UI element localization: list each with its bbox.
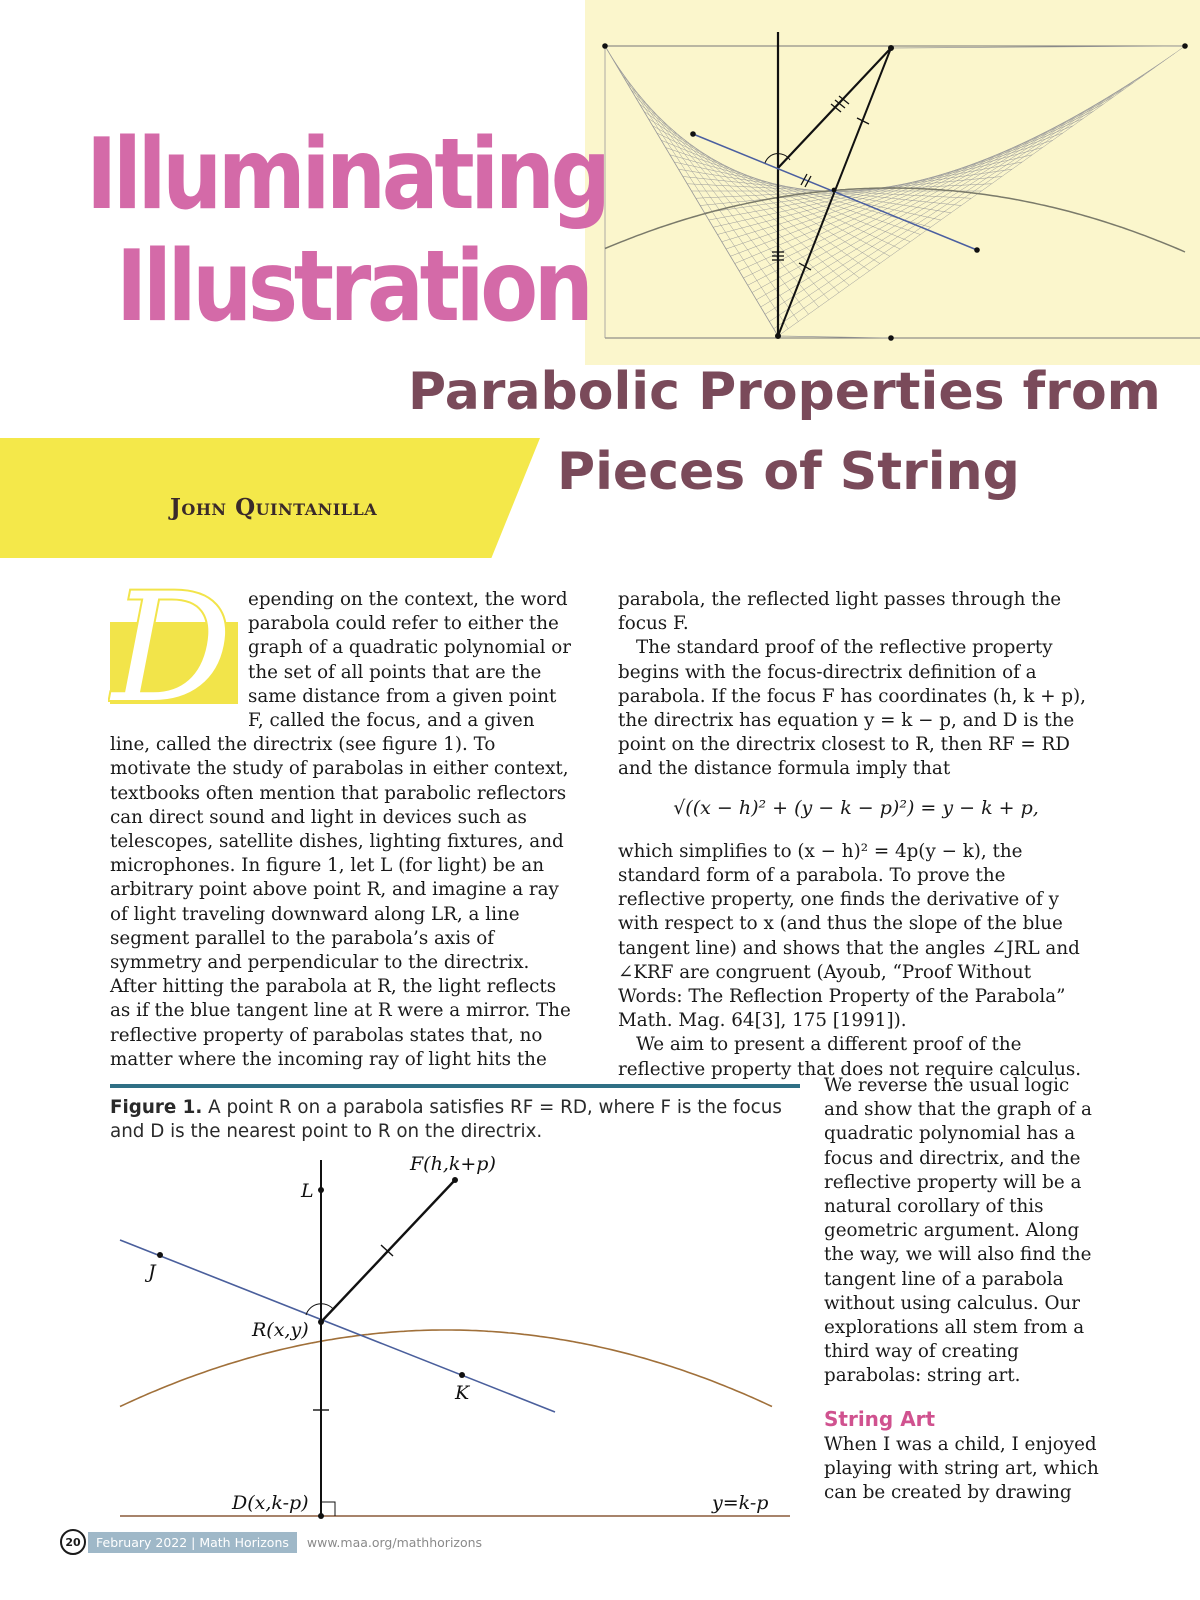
string-art-parabola-image	[585, 0, 1200, 365]
figure-caption	[110, 1096, 800, 1144]
label-f: F(h,k+p)	[410, 1153, 496, 1175]
right-paragraph-3: which simplifies to (x − h)² = 4p(y − k), the standard form of a parabola. To prove the reflective property, one finds the derivative of y with respect to x (and thus the slope of the blue tangent line) and shows that the angles ∠JRL and ∠KRF are congruent (Ayoub, “Proof Without Words: The Reflection Property of the Parabola” Math. Mag. 64[3], 175 [1991]).	[618, 840, 1080, 1032]
left-paragraph-1: epending on the context, the word parabola could refer to either the graph of a quadratic polynomial or the set of all points that are the same distance from a given point F, called the focus, and a given line, called the directrix (see figure 1). To motivate the study of parabolas in either context, textbooks often mention that parabolic reflectors can direct sound and light in devices such as telescopes, satellite dishes, lighting fixtures, and microphones. In figure 1, let L (for light) be an arbitrary point above point R, and imagine a ray of light traveling downward along LR, a line segment parallel to the parabola’s axis of symmetry and perpendicular to the directrix. After hitting the parabola at R, the light reflects as if the blue tangent line at R were a mirror. The reflective property of parabolas states that, no matter where the incoming ray of light hits the	[110, 589, 572, 1070]
figure-caption-text: A point R on a parabola satisfies RF = RD, where F is the focus and D is the nearest point to R on the directrix.	[110, 1097, 782, 1142]
issue-tag: February 2022 | Math Horizons	[88, 1532, 297, 1553]
title-line-2: Illustration	[116, 230, 590, 344]
right-column-bottom	[824, 1074, 1100, 1505]
label-l: L	[301, 1180, 314, 1202]
left-column	[110, 582, 576, 1072]
title-line-1: Illuminating	[86, 118, 607, 232]
label-k: K	[455, 1382, 470, 1404]
author-name: John Quintanilla	[170, 494, 378, 521]
point-j	[157, 1252, 163, 1258]
drop-cap	[108, 582, 248, 710]
point-k	[459, 1372, 465, 1378]
tangent-line	[120, 1240, 555, 1412]
right-paragraph-6: When I was a child, I enjoyed playing with string art, which can be created by drawing	[824, 1433, 1099, 1504]
subtitle-line-2: Pieces of String	[557, 442, 1020, 502]
right-paragraph-5: We reverse the usual logic and show that the graph of a quadratic polynomial has a focus and directrix, and the reflective property will be a natural corollary of this geometric argument. Along the way, we will also find the tangent line of a parabola without using calculus. Our explorations all stem from a third way of creating parabolas: string art.	[824, 1075, 1092, 1387]
right-paragraph-4: We aim to present a different proof of the reflective property that does not require calculus.	[618, 1034, 1082, 1080]
subtitle-line-1: Parabolic Properties from	[408, 362, 1161, 422]
right-column-top	[618, 588, 1094, 1082]
section-heading: String Art	[824, 1406, 936, 1431]
right-paragraph-1: parabola, the reflected light passes through the focus F.	[618, 589, 1062, 635]
figure-rule	[110, 1084, 800, 1088]
label-r: R(x,y)	[252, 1319, 309, 1341]
label-directrix: y=k-p	[712, 1492, 769, 1514]
label-j: J	[148, 1261, 156, 1283]
label-d: D(x,k-p)	[232, 1492, 309, 1514]
figure-1-diagram	[110, 1150, 800, 1525]
distance-equation: √((x − h)² + (y − k − p)²) = y − k + p,	[673, 796, 1039, 819]
page-number: 20	[60, 1529, 86, 1555]
footer-url[interactable]: www.maa.org/mathhorizons	[306, 1534, 483, 1550]
drop-cap-letter: D	[112, 582, 233, 710]
right-paragraph-2: The standard proof of the reflective property begins with the focus-directrix definition of a parabola. If the focus F has coordinates (h, k + p), the directrix has equation y = k − p, and D is the point on the directrix closest to R, then RF = RD and the distance formula imply that	[618, 637, 1086, 780]
hero-illustration	[585, 0, 1200, 365]
point-f	[452, 1177, 458, 1183]
page-footer	[60, 1530, 482, 1554]
figure-label: Figure 1.	[110, 1097, 203, 1118]
point-d	[318, 1513, 324, 1519]
point-l	[318, 1187, 324, 1193]
point-r	[318, 1319, 324, 1325]
